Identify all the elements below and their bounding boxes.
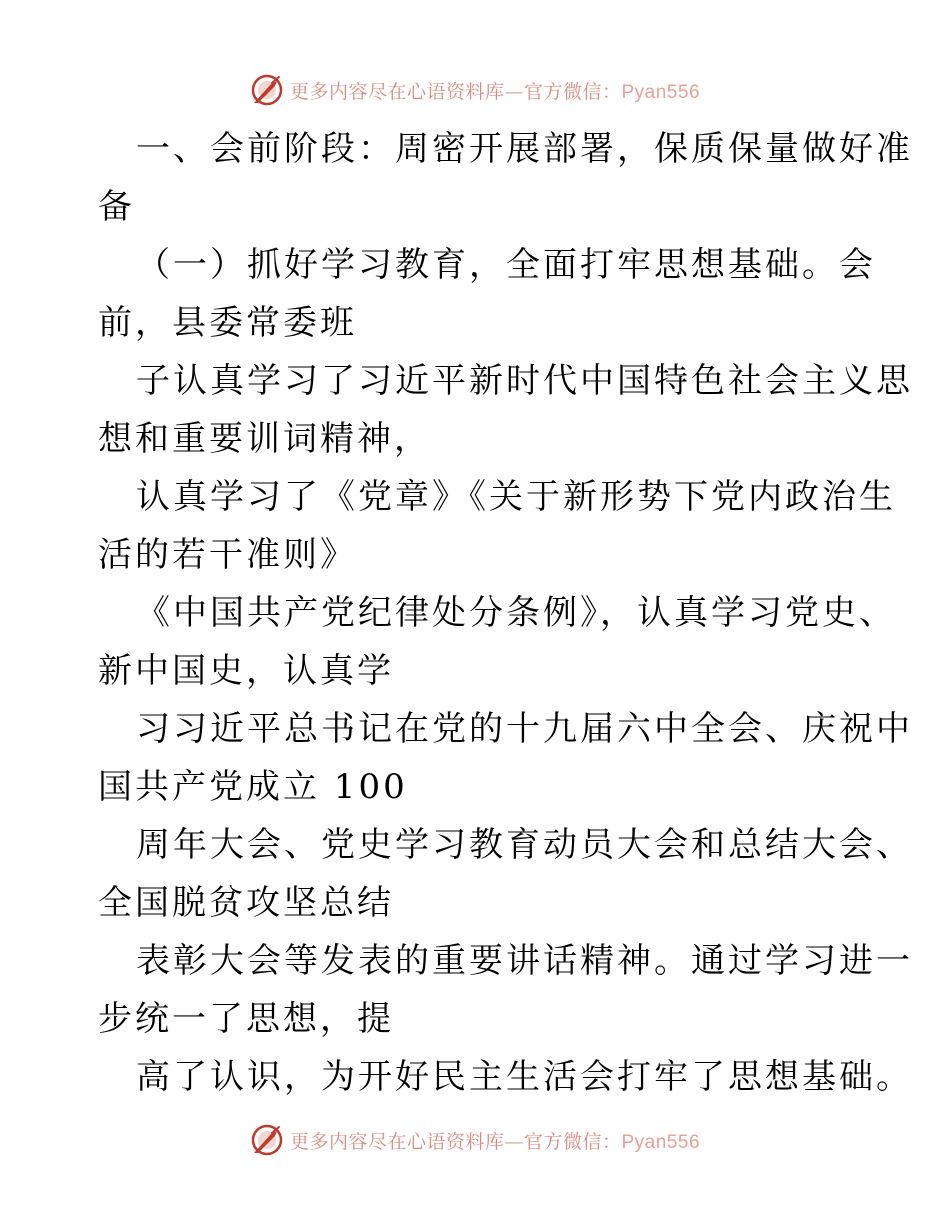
header-watermark-banner — [0, 70, 950, 110]
body-line: 高了认识，为开好民主生活会打牢了思想基础。 — [136, 1057, 913, 1097]
banner-text: 更多内容尽在心语资料库—官方微信：Pyan556 — [289, 80, 701, 103]
body-line: 步统一了思想，提 — [98, 999, 394, 1039]
document-body — [98, 120, 913, 1106]
quill-logo-icon — [250, 73, 284, 107]
body-line: 备 — [98, 187, 135, 227]
body-line: 子认真学习了习近平新时代中国特色社会主义思 — [136, 361, 913, 401]
body-line: 国共产党成立 100 — [98, 767, 408, 807]
footer-watermark-banner — [0, 1120, 950, 1160]
body-line: 一、会前阶段：周密开展部署，保质保量做好准 — [136, 129, 913, 169]
body-line: 表彰大会等发表的重要讲话精神。通过学习进一 — [136, 941, 913, 981]
body-line: 前，县委常委班 — [98, 303, 357, 343]
body-line: （一）抓好学习教育，全面打牢思想基础。会 — [136, 245, 876, 285]
body-line: 习习近平总书记在党的十九届六中全会、庆祝中 — [136, 709, 913, 749]
body-line: 认真学习了《党章》《关于新形势下党内政治生 — [136, 477, 896, 517]
body-line: 周年大会、党史学习教育动员大会和总结大会、 — [136, 825, 913, 865]
body-line: 《中国共产党纪律处分条例》，认真学习党史、 — [136, 593, 896, 633]
body-line: 新中国史，认真学 — [98, 651, 394, 691]
body-line: 全国脱贫攻坚总结 — [98, 883, 394, 923]
banner-text: 更多内容尽在心语资料库—官方微信：Pyan556 — [289, 1130, 701, 1153]
quill-logo-icon — [250, 1123, 284, 1157]
body-line: 想和重要训词精神， — [98, 419, 431, 459]
body-line: 活的若干准则》 — [98, 535, 357, 575]
